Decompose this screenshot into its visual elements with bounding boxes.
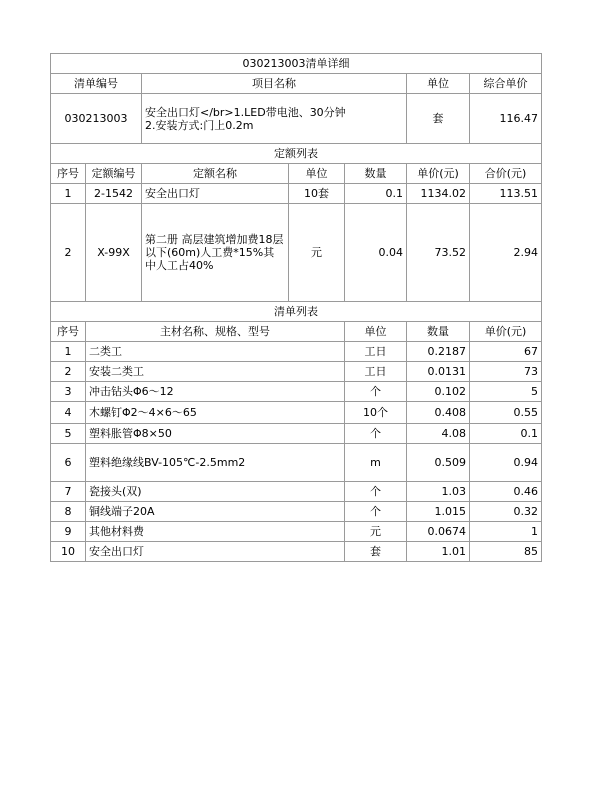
material-name: 安全出口灯 [86, 542, 345, 562]
material-row [51, 482, 542, 502]
material-row [51, 402, 542, 424]
quota-unit-header: 单位 [289, 164, 345, 184]
quota-header-row [51, 164, 542, 184]
material-row [51, 342, 542, 362]
item-unit-header: 单位 [407, 74, 470, 94]
material-unit-price: 0.46 [470, 482, 542, 502]
material-name-header: 主材名称、规格、型号 [86, 322, 345, 342]
detail-table [50, 53, 542, 562]
material-no: 1 [51, 342, 86, 362]
material-unit-price: 0.94 [470, 444, 542, 482]
material-row [51, 424, 542, 444]
material-unit: 个 [345, 424, 407, 444]
material-unit: 工日 [345, 362, 407, 382]
sheet-title: 030213003清单详细 [51, 54, 542, 74]
quota-total-header: 合价(元) [470, 164, 542, 184]
material-qty: 1.01 [407, 542, 470, 562]
item-name-header: 项目名称 [142, 74, 407, 94]
quota-row [51, 184, 542, 204]
item-row [51, 94, 542, 144]
material-unit: 个 [345, 382, 407, 402]
material-no: 3 [51, 382, 86, 402]
material-qty: 0.0674 [407, 522, 470, 542]
material-unit: 10个 [345, 402, 407, 424]
quota-unit: 元 [289, 204, 345, 302]
item-price: 116.47 [470, 94, 542, 144]
material-name: 冲击钻头Φ6～12 [86, 382, 345, 402]
material-unit: 个 [345, 502, 407, 522]
material-name: 二类工 [86, 342, 345, 362]
material-unit: 套 [345, 542, 407, 562]
material-row [51, 362, 542, 382]
material-qty: 0.408 [407, 402, 470, 424]
material-no: 6 [51, 444, 86, 482]
material-unit-price: 0.1 [470, 424, 542, 444]
material-no: 10 [51, 542, 86, 562]
material-qty: 0.2187 [407, 342, 470, 362]
material-qty: 1.015 [407, 502, 470, 522]
detail-table-body [51, 54, 542, 562]
material-unit-price: 85 [470, 542, 542, 562]
item-price-header: 综合单价 [470, 74, 542, 94]
material-no: 8 [51, 502, 86, 522]
quota-section-title: 定额列表 [51, 144, 542, 164]
quota-unit-price-header: 单价(元) [407, 164, 470, 184]
material-no: 2 [51, 362, 86, 382]
quota-qty: 0.04 [345, 204, 407, 302]
material-row [51, 382, 542, 402]
material-name: 木螺钉Φ2～4×6～65 [86, 402, 345, 424]
material-row [51, 444, 542, 482]
material-unit: m [345, 444, 407, 482]
material-no: 7 [51, 482, 86, 502]
quota-no: 1 [51, 184, 86, 204]
material-name: 瓷接头(双) [86, 482, 345, 502]
material-header-row [51, 322, 542, 342]
material-name: 塑料胀管Φ8×50 [86, 424, 345, 444]
material-row [51, 542, 542, 562]
material-unit-price: 73 [470, 362, 542, 382]
item-header-row [51, 74, 542, 94]
material-qty: 4.08 [407, 424, 470, 444]
material-name: 塑料绝缘线BV-105℃-2.5mm2 [86, 444, 345, 482]
material-qty: 0.509 [407, 444, 470, 482]
material-unit: 元 [345, 522, 407, 542]
material-unit-price: 1 [470, 522, 542, 542]
material-unit-price: 5 [470, 382, 542, 402]
quota-unit-price: 73.52 [407, 204, 470, 302]
quota-qty: 0.1 [345, 184, 407, 204]
item-name: 安全出口灯</br>1.LED带电池、30分钟 2.安装方式:门上0.2m [142, 94, 407, 144]
material-name: 铜线端子20A [86, 502, 345, 522]
material-row [51, 502, 542, 522]
item-code-header: 清单编号 [51, 74, 142, 94]
material-qty: 0.102 [407, 382, 470, 402]
quota-qty-header: 数量 [345, 164, 407, 184]
quota-name: 安全出口灯 [142, 184, 289, 204]
material-unit: 工日 [345, 342, 407, 362]
quota-row [51, 204, 542, 302]
quota-code-header: 定额编号 [86, 164, 142, 184]
material-unit-price: 0.55 [470, 402, 542, 424]
quota-code: X-99X [86, 204, 142, 302]
quota-code: 2-1542 [86, 184, 142, 204]
material-qty: 0.0131 [407, 362, 470, 382]
quota-unit-price: 1134.02 [407, 184, 470, 204]
material-no-header: 序号 [51, 322, 86, 342]
material-unit-header: 单位 [345, 322, 407, 342]
material-qty: 1.03 [407, 482, 470, 502]
material-no: 5 [51, 424, 86, 444]
quota-no-header: 序号 [51, 164, 86, 184]
quota-name-header: 定额名称 [142, 164, 289, 184]
material-no: 4 [51, 402, 86, 424]
quota-name: 第二册 高层建筑增加费18层以下(60m)人工费*15%其中人工占40% [142, 204, 289, 302]
quota-total: 2.94 [470, 204, 542, 302]
quota-no: 2 [51, 204, 86, 302]
material-unit: 个 [345, 482, 407, 502]
material-unit-price: 67 [470, 342, 542, 362]
quota-total: 113.51 [470, 184, 542, 204]
item-code: 030213003 [51, 94, 142, 144]
material-no: 9 [51, 522, 86, 542]
material-name: 安装二类工 [86, 362, 345, 382]
quota-unit: 10套 [289, 184, 345, 204]
material-qty-header: 数量 [407, 322, 470, 342]
material-name: 其他材料费 [86, 522, 345, 542]
material-section-title: 清单列表 [51, 302, 542, 322]
item-unit: 套 [407, 94, 470, 144]
material-unit-price-header: 单价(元) [470, 322, 542, 342]
material-unit-price: 0.32 [470, 502, 542, 522]
material-row [51, 522, 542, 542]
